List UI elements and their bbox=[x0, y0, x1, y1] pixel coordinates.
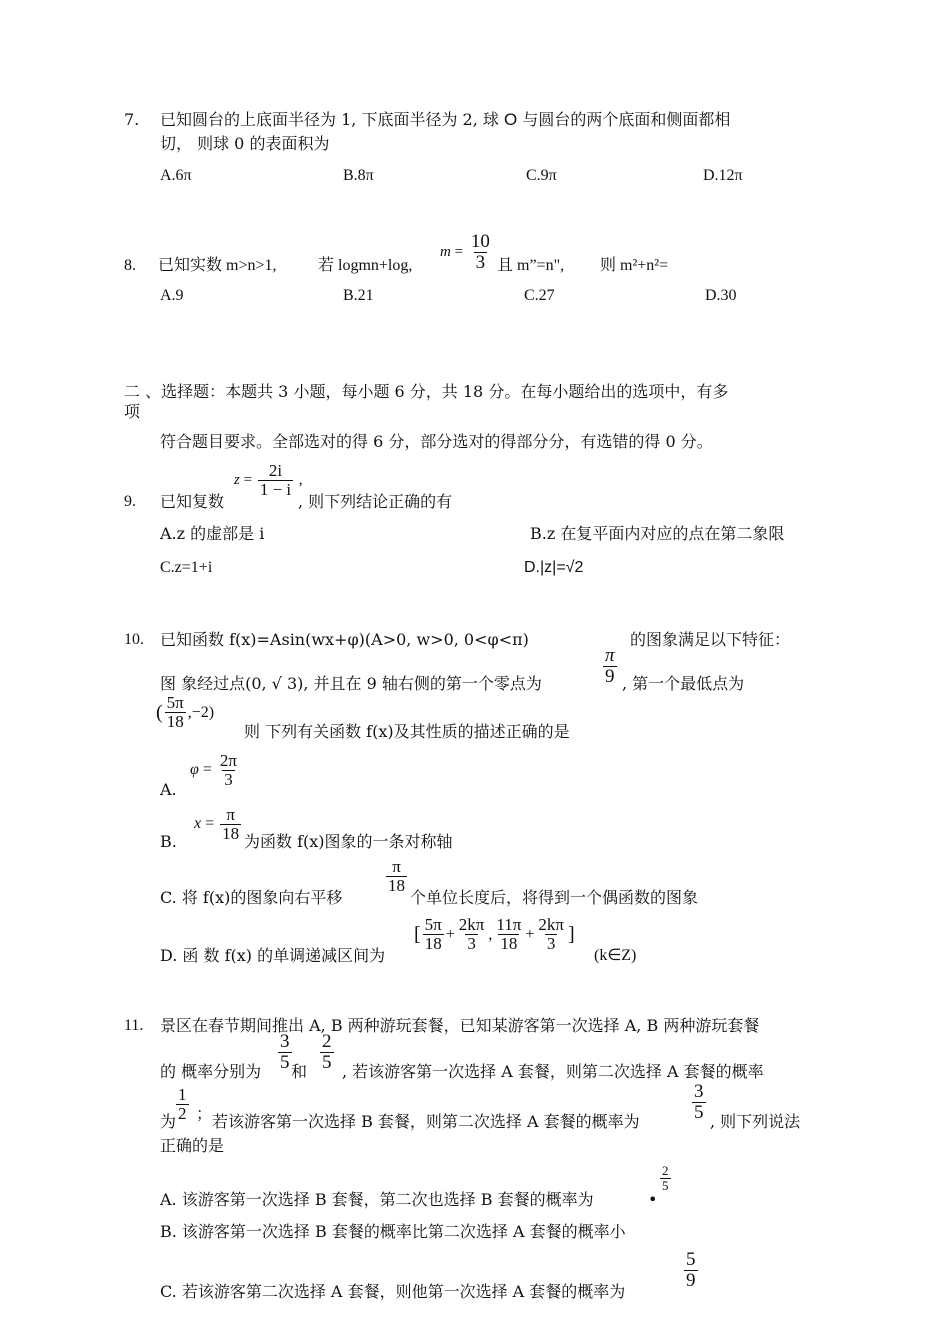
q10-point-tail: ,−2) bbox=[187, 703, 215, 721]
q10-d-frac1-num: 5π bbox=[424, 915, 442, 934]
q9-z-expression bbox=[234, 462, 303, 499]
q10-a-fraction bbox=[218, 752, 239, 789]
q10-a-num: 2π bbox=[219, 751, 237, 770]
q10-b-num: π bbox=[226, 805, 235, 824]
q7-option-d: D.12π bbox=[703, 167, 743, 184]
q11-line2a: 的 概率分别为 bbox=[160, 1062, 262, 1081]
q10-b-eq: = bbox=[205, 815, 215, 833]
q9-option-c: C.z=1+i bbox=[160, 559, 213, 576]
q8-stem-c: 且 m”=n", bbox=[497, 257, 565, 274]
q10-open-paren: ( bbox=[156, 701, 163, 724]
q11-c-fraction bbox=[684, 1250, 698, 1291]
q9-number: 9. bbox=[124, 493, 136, 510]
q10-nine: 9 bbox=[605, 665, 615, 687]
q10-d-frac2-den: 3 bbox=[467, 933, 476, 953]
q11-second-prob bbox=[690, 1082, 708, 1123]
q7-stem-line2: 切， 则球 0 的表面积为 bbox=[160, 134, 330, 153]
q10-d-frac4-den: 3 bbox=[546, 933, 556, 953]
q11-line3a: 为 bbox=[160, 1112, 177, 1131]
q11-probs-2 bbox=[318, 1032, 336, 1073]
q8-m-var: m bbox=[440, 243, 451, 260]
q10-option-a-expr bbox=[190, 752, 241, 789]
q11-a-den: 5 bbox=[662, 1177, 669, 1193]
q7-stem-tail: 与圆台的两个底面和侧面都相 bbox=[522, 110, 731, 129]
q10-d-frac3-den: 18 bbox=[500, 933, 518, 953]
q10-option-d-label: D. 函 数 f(x) 的单调递减区间为 bbox=[160, 946, 386, 965]
q10-option-b-label: B. bbox=[160, 832, 177, 851]
q10-d-frac2-num: 2kπ bbox=[458, 915, 485, 934]
q7-sphere-o: O bbox=[503, 110, 518, 129]
q10-b-den: 18 bbox=[222, 823, 240, 843]
q7-option-b: B.8π bbox=[343, 167, 374, 184]
q11-a-fraction bbox=[660, 1164, 671, 1192]
q10-stem: 已知函数 f(x)=Asin(wx+φ)(A>0, w>0, 0<φ<π) bbox=[160, 630, 529, 649]
q11-c-den: 9 bbox=[686, 1269, 696, 1291]
q10-zero-fraction bbox=[601, 646, 619, 687]
q11-and: 和 bbox=[291, 1062, 308, 1081]
q8-option-d: D.30 bbox=[705, 287, 737, 304]
q8-fraction-num: 10 bbox=[470, 231, 490, 252]
q8-number: 8. bbox=[124, 257, 136, 274]
q10-d-frac1 bbox=[423, 916, 444, 953]
q9-equals: = bbox=[243, 471, 253, 488]
q8-stem-d: 则 m²+n²= bbox=[600, 257, 669, 274]
q11-f4-num: 3 bbox=[694, 1081, 704, 1102]
q9-comma: , bbox=[298, 471, 303, 488]
q8-equals: = bbox=[454, 243, 464, 260]
q10-d-frac2 bbox=[457, 916, 487, 953]
q11-semicolon: ； bbox=[196, 1104, 213, 1123]
q9-option-b: B.z 在复平面内对应的点在第二象限 bbox=[530, 524, 785, 543]
q9-fraction-num: 2i bbox=[268, 461, 283, 480]
q10-point-fraction bbox=[165, 694, 186, 731]
q10-pi: π bbox=[605, 645, 615, 666]
q8-option-c: C.27 bbox=[524, 287, 555, 304]
q10-option-b-tail: 为函数 f(x)图象的一条对称轴 bbox=[244, 832, 453, 851]
q10-c-num: π bbox=[392, 857, 401, 876]
q11-line4: 正确的是 bbox=[160, 1136, 225, 1155]
section2-intro-line1: 二 、选择题：本题共 3 小题，每小题 6 分，共 18 分。在每小题给出的选项中，有多 bbox=[124, 382, 729, 401]
q7-option-a: A.6π bbox=[160, 167, 192, 184]
q11-number: 11. bbox=[124, 1017, 144, 1034]
section2-intro-line1b: 项 bbox=[124, 402, 141, 421]
q11-option-c: C. 若该游客第二次选择 A 套餐，则他第一次选择 A 套餐的概率为 bbox=[160, 1282, 626, 1301]
q11-f1-den: 5 bbox=[280, 1051, 290, 1073]
q10-d-frac4-num: 2kπ bbox=[538, 915, 564, 934]
q10-stem-tail: 的图象满足以下特征： bbox=[630, 630, 791, 649]
q11-half bbox=[174, 1086, 191, 1123]
q10-min-point bbox=[156, 694, 214, 731]
q8-option-a: A.9 bbox=[160, 287, 184, 304]
q11-option-c-value bbox=[682, 1250, 700, 1291]
q10-option-b-expr bbox=[194, 806, 243, 843]
q10-d-frac3-num: 11π bbox=[496, 915, 522, 934]
q10-pi-over-9 bbox=[603, 646, 617, 687]
q8-fraction bbox=[469, 232, 492, 273]
q11-f2-num: 2 bbox=[322, 1031, 332, 1052]
q11-option-a: A. 该游客第一次选择 B 套餐，第二次也选择 B 套餐的概率为 bbox=[160, 1190, 594, 1209]
q9-stem: 已知复数 bbox=[160, 492, 225, 511]
q10-number: 10. bbox=[124, 631, 144, 648]
q9-option-d: D.|z|=√2 bbox=[524, 559, 584, 576]
q11-option-a-value bbox=[658, 1164, 673, 1192]
q11-frac-2-5 bbox=[320, 1032, 334, 1073]
q10-line2b: , 第一个最低点为 bbox=[622, 674, 745, 693]
q10-d-open-bracket: [ bbox=[414, 923, 421, 946]
q11-line3c: , 则下列说法 bbox=[710, 1112, 801, 1131]
q10-line3: 则 下列有关函数 f(x)及其性质的描述正确的是 bbox=[244, 722, 570, 741]
q9-stem-tail: , 则下列结论正确的有 bbox=[298, 492, 453, 511]
q10-line2a: 图 象经过点(0, √ 3), 并且在 9 轴右侧的第一个零点为 bbox=[160, 674, 542, 693]
q10-point-num: 5π bbox=[166, 693, 184, 712]
q11-line1: 景区在春节期间推出 A, B 两种游玩套餐，已知某游客第一次选择 A, B 两种游玩套餐 bbox=[160, 1016, 760, 1035]
q7-number: 7. bbox=[124, 110, 140, 129]
q10-b-x: x bbox=[194, 815, 202, 833]
q8-stem-b: 若 logmn+log, bbox=[318, 257, 413, 274]
q10-d-close-bracket: ] bbox=[567, 923, 575, 946]
q11-f3-den: 2 bbox=[178, 1103, 187, 1123]
q10-option-c-tail: 个单位长度后，将得到一个偶函数的图象 bbox=[410, 888, 699, 907]
q10-d-frac3 bbox=[494, 916, 523, 953]
q10-d-plus2: + bbox=[525, 925, 535, 943]
q9-fraction bbox=[258, 462, 293, 499]
q9-fraction-den: 1 − i bbox=[259, 479, 292, 499]
section2-intro-line2: 符合题目要求。全部选对的得 6 分，部分选对的得部分分，有选错的得 0 分。 bbox=[160, 432, 713, 451]
q10-d-comma: , bbox=[488, 925, 493, 943]
q11-frac-3-5-b bbox=[692, 1082, 706, 1123]
q7-option-c: C.9π bbox=[526, 167, 557, 184]
q11-option-a-dot: • bbox=[648, 1190, 658, 1209]
q10-c-den: 18 bbox=[388, 875, 405, 895]
q10-b-fraction bbox=[220, 806, 241, 843]
q10-option-d-interval bbox=[414, 916, 575, 953]
q10-option-c-label: C. 将 f(x)的图象向右平移 bbox=[160, 888, 343, 907]
q11-f4-den: 5 bbox=[694, 1101, 704, 1123]
q10-c-fraction bbox=[386, 858, 407, 895]
q10-option-d-tail: (k∈Z) bbox=[594, 947, 637, 964]
q7-stem-line1 bbox=[160, 110, 730, 130]
q11-c-num: 5 bbox=[686, 1249, 696, 1270]
q8-option-b: B.21 bbox=[343, 287, 374, 304]
q10-d-frac4 bbox=[536, 916, 566, 953]
q11-frac-1-2 bbox=[176, 1086, 189, 1123]
q11-frac-3-5 bbox=[278, 1032, 292, 1073]
q10-a-eq: = bbox=[202, 761, 212, 779]
q11-f2-den: 5 bbox=[322, 1051, 332, 1073]
q10-a-den: 3 bbox=[224, 769, 233, 789]
q8-stem-a: 已知实数 m>n>1, bbox=[158, 257, 277, 274]
q11-f3-num: 1 bbox=[178, 1085, 187, 1104]
q10-option-c-expr bbox=[384, 858, 409, 895]
q10-point-den: 18 bbox=[166, 711, 184, 731]
q9-z-var: z bbox=[234, 471, 240, 488]
q9-option-a: A.z 的虚部是 i bbox=[160, 524, 265, 543]
q7-stem-text: 已知圆台的上底面半径为 1, 下底面半径为 2, 球 bbox=[160, 110, 499, 129]
q11-line3b: 若该游客第一次选择 B 套餐，则第二次选择 A 套餐的概率为 bbox=[212, 1112, 640, 1131]
q10-d-plus1: + bbox=[445, 925, 455, 943]
q10-option-a-label: A. bbox=[160, 780, 177, 799]
q11-f1-num: 3 bbox=[280, 1031, 290, 1052]
q11-option-b: B. 该游客第一次选择 B 套餐的概率比第二次选择 A 套餐的概率小 bbox=[160, 1222, 626, 1241]
q10-d-frac1-den: 18 bbox=[424, 933, 442, 953]
q11-a-num: 2 bbox=[662, 1163, 669, 1178]
q10-a-phi: φ bbox=[190, 761, 199, 779]
q8-m-fraction bbox=[440, 232, 494, 273]
q8-fraction-den: 3 bbox=[475, 251, 486, 273]
q11-line2b: , 若该游客第一次选择 A 套餐，则第二次选择 A 套餐的概率 bbox=[342, 1062, 764, 1081]
